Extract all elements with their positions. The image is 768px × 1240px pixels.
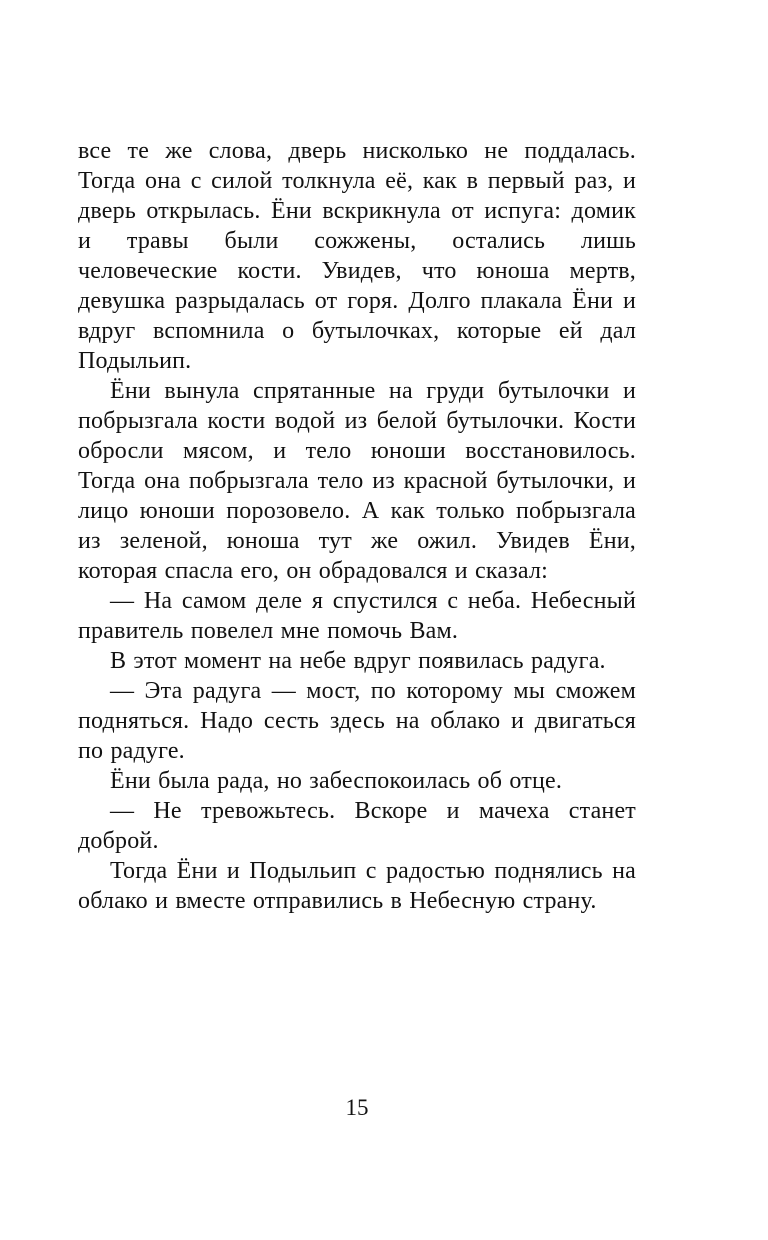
paragraph: В этот момент на небе вдруг появилась радуга. (110, 648, 606, 674)
page-number: 15 (345, 1095, 369, 1120)
paragraph: — Не тревожьтесь. Вскоре и мачеха станет доброй. (78, 798, 636, 854)
paragraph: Ёни была рада, но забеспокоилась об отце. (110, 768, 563, 794)
page-text (78, 136, 636, 916)
paragraph: Тогда Ёни и Подыльип с радостью поднялись на облако и вместе отправились в Небесную страну. (78, 858, 636, 914)
paragraph: Ёни вынула спрятанные на груди бутылочки и побрызгала кости водой из белой бутылочки. Кости обросли мясом, и тело юноши восстановилось. Тогда она побрызгала тело из красной бутылочки, и лицо юноши порозовело. А как только побрызгала из зеленой, юноша тут же ожил. Увидев Ёни, которая спасла его, он обрадовался и сказал: (78, 378, 636, 584)
paragraph: — Эта радуга — мост, по которому мы сможем подняться. Надо сесть здесь на облако и двигаться по радуге. (78, 678, 636, 764)
paragraph: — На самом деле я спустился с неба. Небесный правитель повелел мне помочь Вам. (78, 588, 636, 644)
paragraph: все те же слова, дверь нисколько не поддалась. Тогда она с силой толкнула её, как в первый раз, и дверь открылась. Ёни вскрикнула от испуга: домик и травы были сожжены, остались лишь человеческие кости. Увидев, что юноша мертв, девушка разрыдалась от горя. Долго плакала Ёни и вдруг вспомнила о бутылочках, которые ей дал Подыльип. (78, 138, 636, 374)
